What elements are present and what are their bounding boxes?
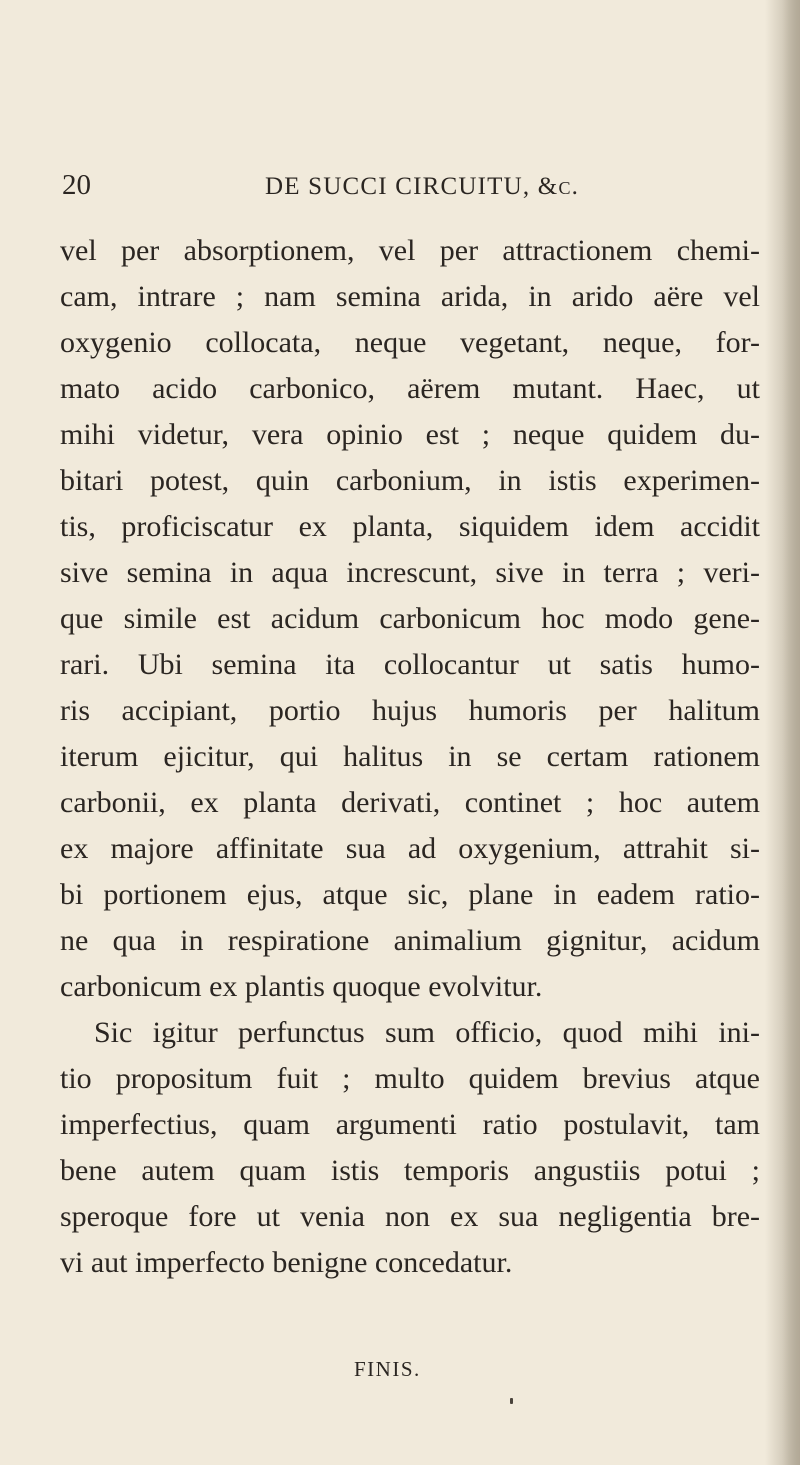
text-line: carbonii, ex planta derivati, continet ; hoc autem (60, 786, 760, 819)
text-line: sive semina in aqua increscunt, sive in terra ; veri- (60, 556, 760, 589)
text-line: Sic igitur perfunctus sum officio, quod mihi ini- (94, 1016, 760, 1049)
text-line: cam, intrare ; nam semina arida, in arido aëre vel (60, 280, 760, 313)
text-line: vi aut imperfecto benigne concedatur. (60, 1246, 513, 1279)
page-edge-shadow (782, 0, 800, 1465)
text-line: ne qua in respiratione animalium gignitur, acidum (60, 924, 760, 957)
text-line: vel per absorptionem, vel per attractionem chemi- (60, 234, 760, 267)
text-line: que simile est acidum carbonicum hoc modo gene- (60, 602, 760, 635)
text-line: imperfectius, quam argumenti ratio postulavit, tam (60, 1108, 760, 1141)
text-line: iterum ejicitur, qui halitus in se certam rationem (60, 740, 760, 773)
text-line: bi portionem ejus, atque sic, plane in eadem ratio- (60, 878, 760, 911)
text-line: tio propositum fuit ; multo quidem brevius atque (60, 1062, 760, 1095)
text-line: speroque fore ut venia non ex sua negligentia bre- (60, 1200, 760, 1233)
text-line: rari. Ubi semina ita collocantur ut satis humo- (60, 648, 760, 681)
text-line: mato acido carbonico, aërem mutant. Haec, ut (60, 372, 760, 405)
finis-label: FINIS. (354, 1357, 421, 1381)
running-title: DE SUCCI CIRCUITU, &c. (265, 173, 580, 200)
text-line: carbonicum ex plantis quoque evolvitur. (60, 970, 543, 1003)
text-line: tis, proficiscatur ex planta, siquidem idem accidit (60, 510, 760, 543)
text-line: ex majore affinitate sua ad oxygenium, attrahit si- (60, 832, 760, 865)
ink-speck (510, 1398, 513, 1404)
running-head (62, 168, 762, 208)
text-line: oxygenio collocata, neque vegetant, neque, for- (60, 326, 760, 359)
page-number: 20 (62, 169, 91, 201)
text-line: ris accipiant, portio hujus humoris per halitum (60, 694, 760, 727)
text-line: mihi videtur, vera opinio est ; neque quidem du- (60, 418, 760, 451)
text-line: bene autem quam istis temporis angustiis potui ; (60, 1154, 760, 1187)
text-line: bitari potest, quin carbonium, in istis experimen- (60, 464, 760, 497)
